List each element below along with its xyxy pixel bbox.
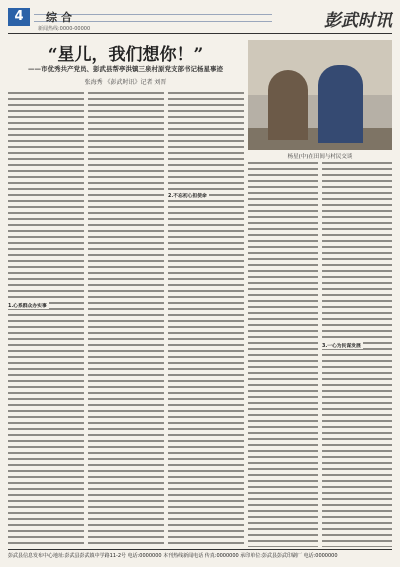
- page-header: [8, 6, 392, 34]
- article-byline: 张海秀 《彭武时讯》记者 刘晋: [84, 79, 167, 86]
- article-photo: [248, 40, 392, 150]
- header-rule: [8, 33, 392, 34]
- subheading-1: 1.心系群众办实事: [8, 304, 47, 309]
- article-column-3: [168, 92, 244, 547]
- newspaper-logo: 彭武时讯: [324, 11, 392, 31]
- photo-caption: 杨星(中)在田间与村民交谈: [287, 154, 353, 160]
- article-subtitle: ——市优秀共产党员、彭武县帮亭洪镇三泉村原党支部书记杨星事迹: [28, 65, 223, 73]
- subheading-2: 2.不忘初心担使命: [168, 194, 207, 199]
- footer-rule: [8, 549, 392, 550]
- article-column-1: [8, 92, 84, 547]
- page-number: 4: [8, 8, 30, 26]
- article-column-5: [322, 162, 392, 547]
- article-column-2: [88, 92, 164, 547]
- article-headline: “星儿，我们想你！”: [47, 45, 204, 65]
- section-title: 综合: [46, 11, 76, 24]
- subheading-3: 3.一心为民谋发展: [322, 344, 361, 349]
- page-footer: 彭武县信息发布中心地址:彭武县彭武镇中学路11-2号 电话:0000000 本刊热线新闻电话 传真:0000000 承印单位:彭武县彭武印刷厂 电话:0000000: [8, 553, 338, 559]
- article-column-4: [248, 162, 318, 547]
- header-subhead: 新闻热线:0000-00000: [38, 26, 91, 32]
